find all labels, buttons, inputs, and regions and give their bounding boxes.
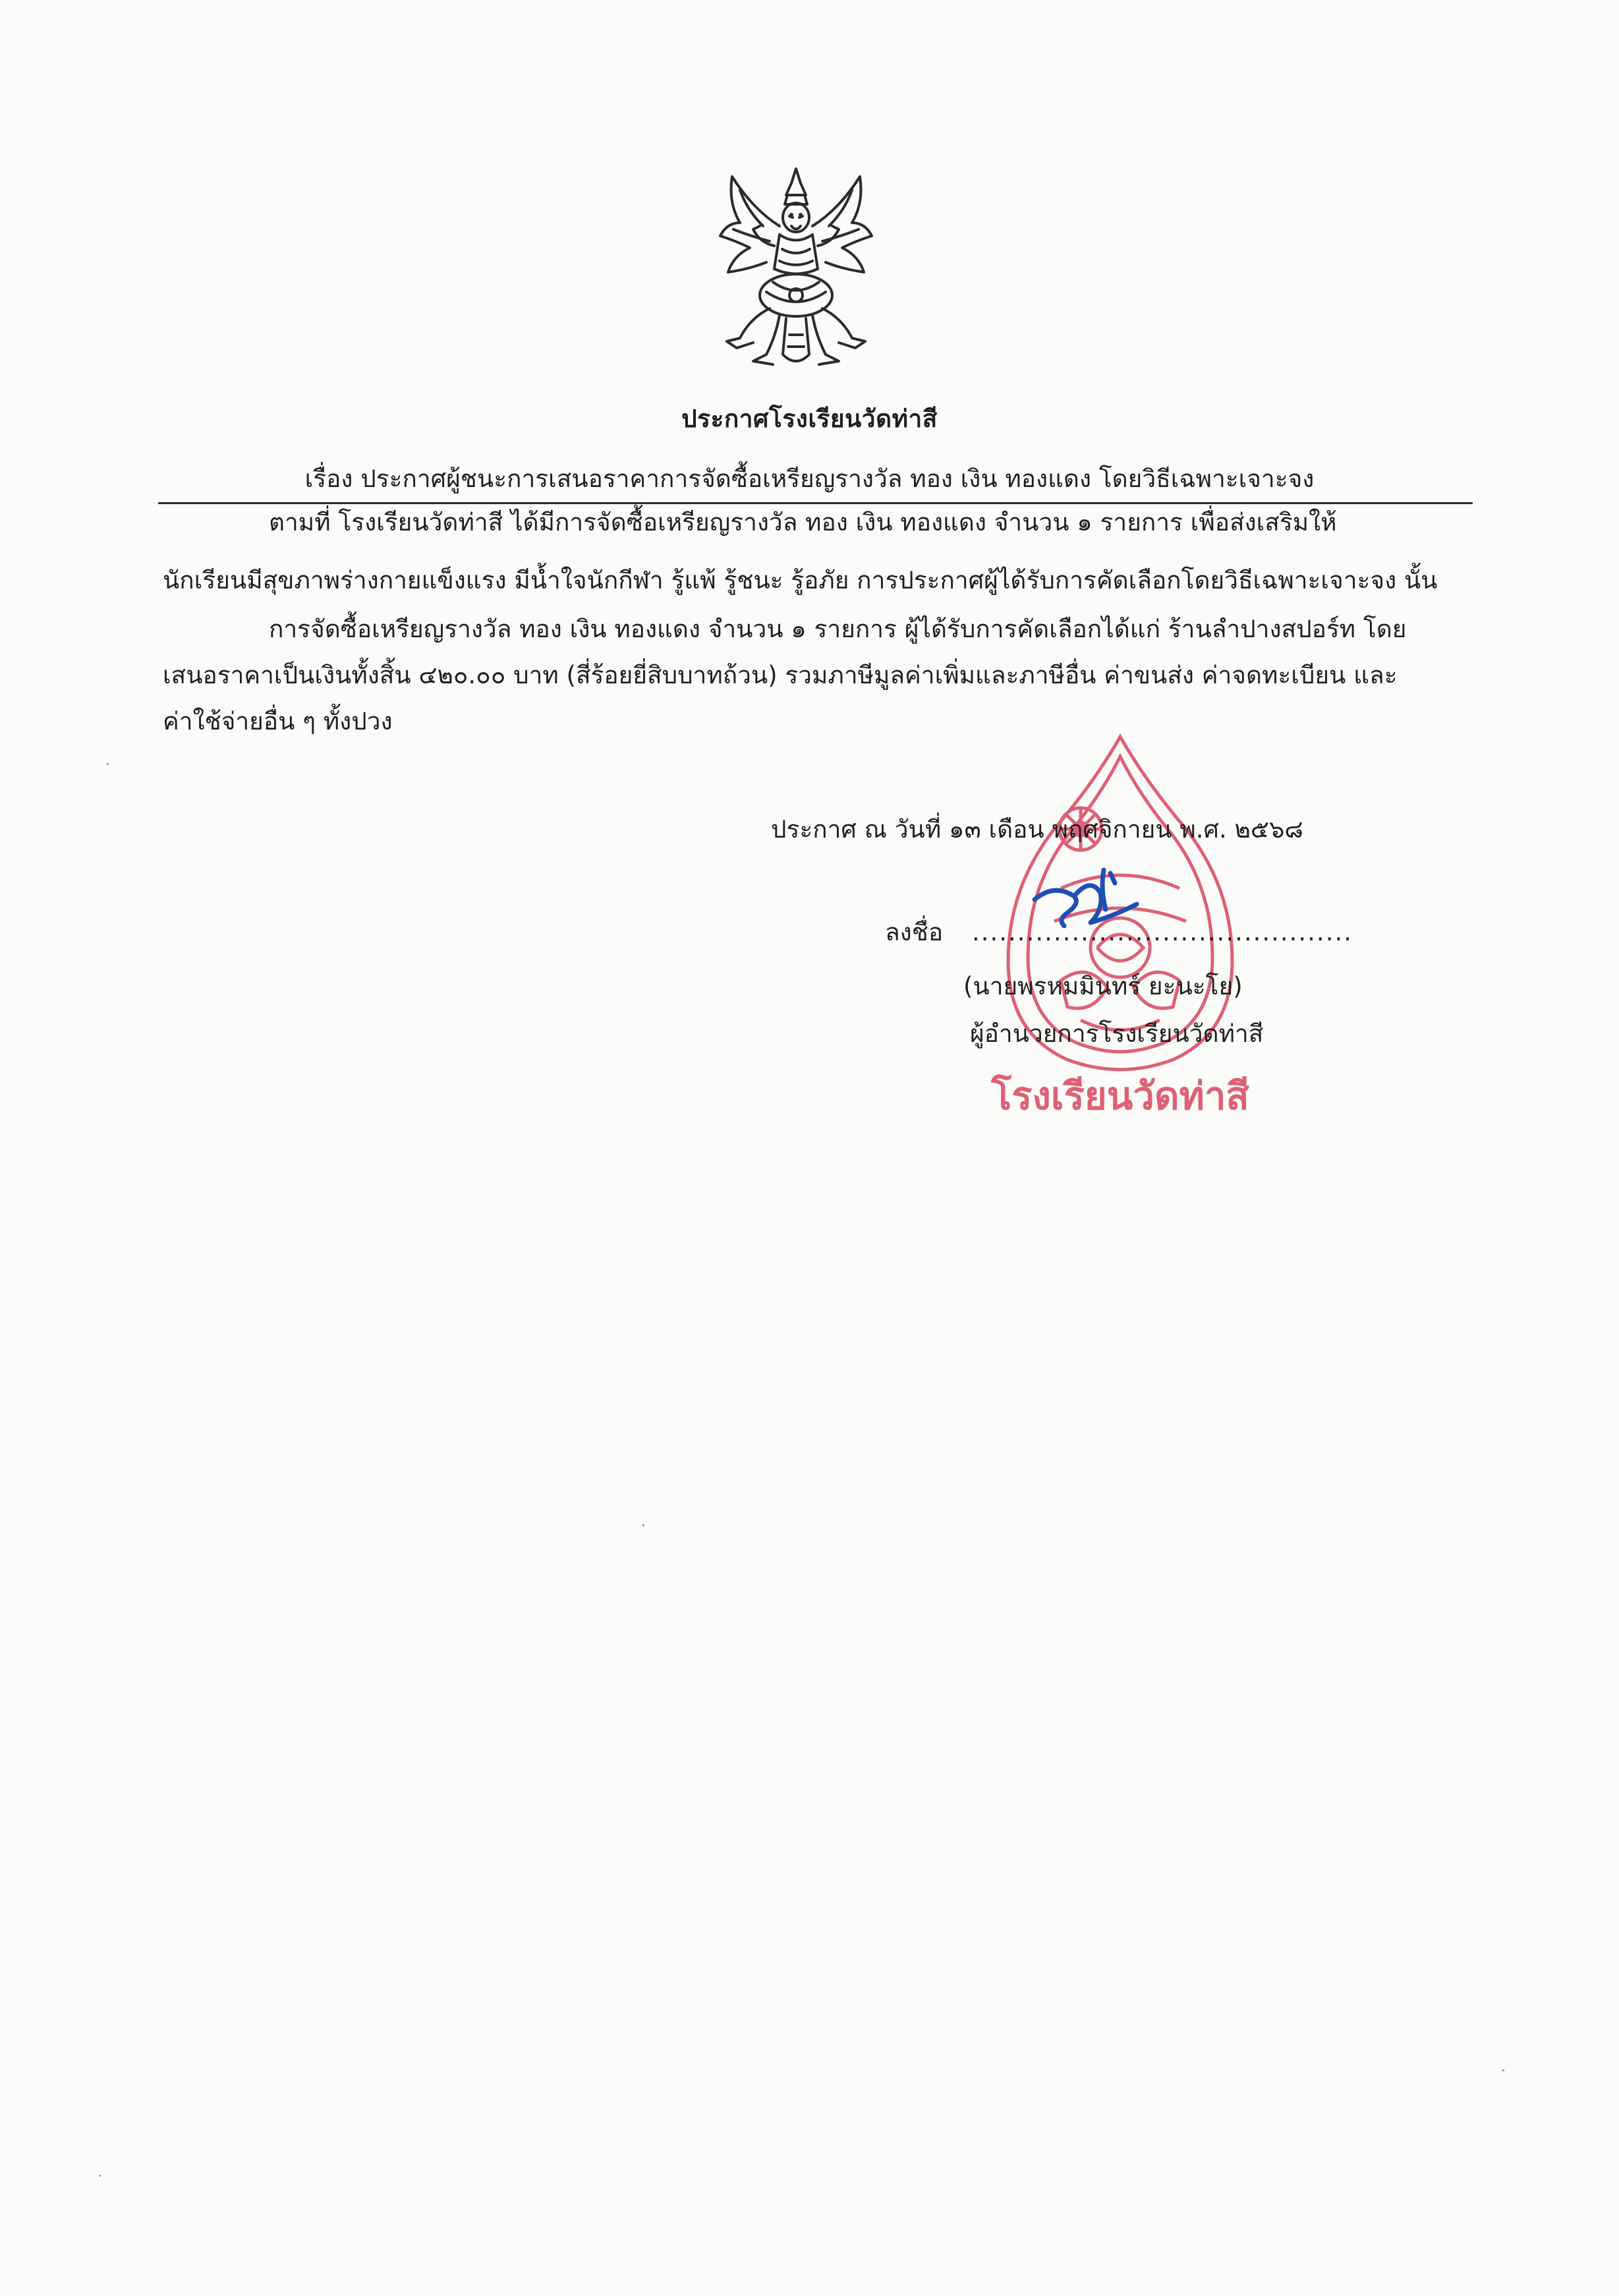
paper-speck xyxy=(1502,2069,1504,2071)
garuda-emblem-icon xyxy=(714,163,878,378)
document-title: ประกาศโรงเรียนวัดท่าสี xyxy=(681,405,938,433)
paper-speck xyxy=(642,1524,644,1526)
paper-speck xyxy=(107,763,109,765)
signer-name: (นายพรหมมินทร์ ยะนะโย) xyxy=(963,972,1243,1000)
header-divider xyxy=(158,502,1473,504)
document-subject: เรื่อง ประกาศผู้ชนะการเสนอราคาการจัดซื้อเหรียญรางวัล ทอง เงิน ทองแดง โดยวิธีเฉพาะเจาะจง xyxy=(304,465,1315,493)
announce-date: ประกาศ ณ วันที่ ๑๓ เดือน พฤศจิกายน พ.ศ. ๒๕๖๘ xyxy=(771,815,1303,844)
handwritten-signature xyxy=(1028,863,1147,939)
paragraph-2-line-3: ค่าใช้จ่ายอื่น ๆ ทั้งปวง xyxy=(163,707,393,735)
seal-text: โรงเรียนวัดท่าสี xyxy=(991,1074,1249,1118)
paragraph-2-line-2: เสนอราคาเป็นเงินทั้งสิ้น ๔๒๐.๐๐ บาท (สี่ร้อยยี่สิบบาทถ้วน) รวมภาษีมูลค่าเพิ่มและภาษีอื่น ค่าขนส่ง ค่าจดทะเบียน และ xyxy=(163,661,1398,689)
sign-dotted-line: .......................................... xyxy=(972,918,1353,946)
paragraph-1-line-1: ตามที่ โรงเรียนวัดท่าสี ได้มีการจัดซื้อเหรียญรางวัล ทอง เงิน ทองแดง จำนวน ๑ รายการ เพื่อส่งเสริมให้ xyxy=(269,508,1337,536)
paper-speck xyxy=(99,2175,101,2177)
paragraph-2-line-1: การจัดซื้อเหรียญรางวัล ทอง เงิน ทองแดง จำนวน ๑ รายการ ผู้ได้รับการคัดเลือกได้แก่ ร้านลำปางสปอร์ท โดย xyxy=(269,615,1407,643)
sign-label: ลงชื่อ xyxy=(885,918,944,946)
signer-position: ผู้อำนวยการโรงเรียนวัดท่าสี xyxy=(970,1019,1264,1048)
paragraph-1-line-2: นักเรียนมีสุขภาพร่างกายแข็งแรง มีน้ำใจนักกีฬา รู้แพ้ รู้ชนะ รู้อภัย การประกาศผู้ได้รับการคัดเลือกโดยวิธีเฉพาะเจาะจง นั้น xyxy=(163,566,1438,594)
